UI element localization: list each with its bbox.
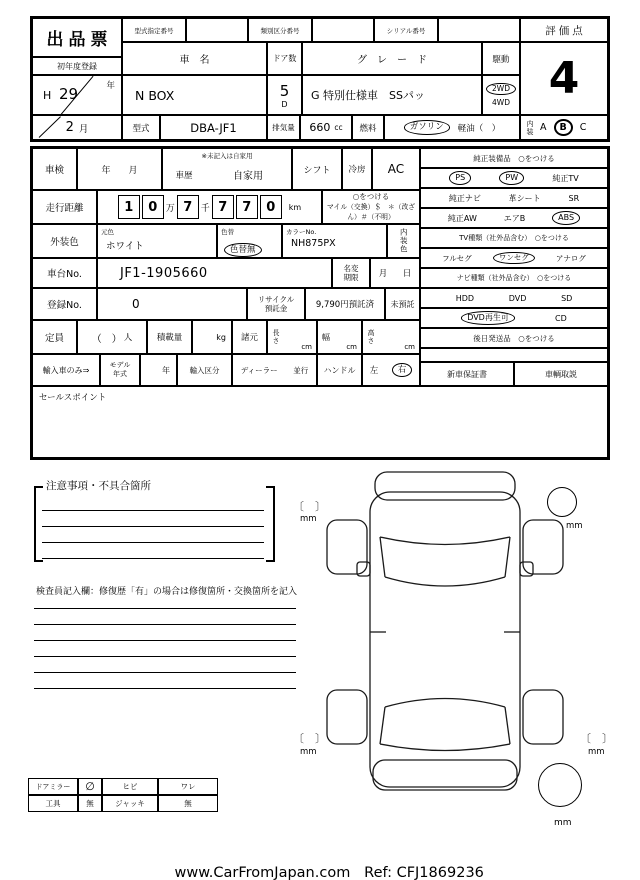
grade-text: G 特別仕様車 SSパッ [311, 89, 425, 102]
inspector-title-text: 検査員記入欄：修復歴「有」の場合は修復箇所・交換箇所を記入 [36, 587, 298, 597]
jack-label-cell [102, 795, 158, 812]
car-name-label [122, 42, 267, 75]
tv-type-title-text: TV種類（社外品含む） ○をつける [459, 234, 569, 242]
shift-label-text: シフト [303, 165, 331, 176]
recycle-label-1: リサイクル [257, 294, 295, 304]
recycle-not-deposited [385, 288, 420, 320]
equipment-row-1 [420, 168, 608, 188]
diagram-bracket-bottom-left [293, 730, 326, 746]
evaluation-label-text: 評価点 [545, 24, 586, 37]
spec-label [232, 320, 267, 354]
registration-no-label [32, 288, 97, 320]
import-type-options [232, 354, 317, 386]
doors-count: 5 [279, 81, 290, 100]
doors-unit: D [281, 99, 288, 109]
equip-airbag: エアB [503, 213, 526, 223]
fuel-gasoline-option: ガソリン [404, 120, 450, 134]
cooling-label-text: 冷房 [348, 165, 366, 175]
equipment-empty-row [420, 348, 608, 362]
later-shipping-title-text: 後日発送品 ○をつける [473, 333, 555, 343]
inspector-line [34, 624, 296, 625]
first-reg-year: 29 [59, 85, 79, 103]
base-color-value: ホワイト [106, 241, 144, 252]
vehicle-manual-text: 車輌取説 [545, 369, 577, 379]
displacement-unit: cc [334, 123, 343, 132]
mirror-break-text: ワレ [180, 782, 196, 791]
tool-label-text: 工具 [45, 799, 61, 808]
equip-leather-seat: 革シート [508, 193, 541, 203]
rear-left-wheel [327, 690, 367, 744]
inspector-line [34, 640, 296, 641]
tv-analog-option: アナログ [555, 253, 586, 263]
equip-oem-navi: 純正ナビ [448, 193, 481, 203]
media-cd-option: CD [555, 313, 567, 323]
name-change-date [370, 258, 420, 288]
front-bumper [375, 472, 515, 500]
handle-left-option: 左 [369, 366, 379, 376]
serial-label [374, 18, 438, 42]
mirror-crack-text: ヒビ [122, 782, 138, 791]
tv-type-title [420, 228, 608, 248]
equip-sunroof: SR [568, 193, 580, 203]
mileage-digit-6: 0 [260, 195, 282, 219]
first-registration-label [32, 57, 122, 75]
drive-label [482, 42, 520, 75]
mileage-digits [97, 190, 322, 224]
navi-sd-option: SD [561, 293, 573, 303]
fuel-options [384, 115, 520, 140]
cowl-line [380, 537, 510, 545]
inspector-line [34, 672, 296, 673]
width-cell [317, 320, 362, 354]
mirror-tool-table [28, 778, 220, 812]
front-right-wheel [523, 520, 563, 574]
interior-color-label: 内装色 [399, 228, 409, 254]
handle-label [317, 354, 362, 386]
front-left-wheel [327, 520, 367, 574]
notes-line [42, 542, 264, 543]
mirror-crack-cell [102, 778, 158, 795]
displacement-value [300, 115, 352, 140]
classification-value [312, 18, 374, 42]
color-no-label: カラーNo. [286, 228, 317, 236]
jack-label-text: ジャッキ [115, 799, 145, 808]
history-value: 自家用 [233, 171, 263, 182]
load-label-text: 積載量 [156, 333, 183, 343]
serial-value [438, 18, 520, 42]
name-change-label-2: 期限 [343, 273, 359, 282]
mileage-man-unit: 万 [165, 203, 175, 214]
sheet-title [32, 18, 122, 57]
interior-grade-b: B [554, 119, 573, 136]
model-code-label-text: 型式 [132, 123, 150, 134]
model-designation-value [186, 18, 248, 42]
diagram-mm-top-left [300, 514, 317, 524]
import-only-label-text: 輸入車のみ⇒ [42, 365, 90, 375]
sales-point-label: セールスポイント [39, 393, 107, 403]
navi-type-title-text: ナビ種類（社外品含む） ○をつける [456, 274, 572, 282]
doors-label-text: ドア数 [272, 54, 297, 63]
first-reg-month-unit: 月 [78, 123, 89, 135]
capacity-label [32, 320, 77, 354]
first-reg-year-unit: 年 [106, 81, 115, 91]
sheet-title-text: 出品票 [46, 30, 113, 50]
diagram-mm-top-right [566, 521, 583, 531]
drive-2wd-option: 2WD [486, 83, 516, 96]
mirror-mark-cell [78, 778, 102, 795]
mileage-digit-1: 1 [118, 195, 140, 219]
car-name-label-text: 車 名 [179, 55, 210, 66]
serial-label-text: シリアル番号 [386, 26, 426, 35]
capacity-unit: 人 [123, 333, 133, 343]
load-label [147, 320, 192, 354]
height-cell [362, 320, 420, 354]
color-no-cell [282, 224, 387, 258]
first-registration-value-cell [32, 75, 122, 115]
model-year-label-1: モデル [109, 361, 131, 370]
notes-line [42, 558, 264, 559]
displacement-label-text: 排気量 [272, 123, 295, 132]
drive-label-text: 駆動 [492, 54, 510, 65]
exterior-color-label-text: 外装色 [50, 237, 79, 248]
car-name-value [122, 75, 267, 115]
mm-text: mm [300, 747, 317, 757]
first-registration-label-text: 初年度登録 [57, 61, 97, 71]
mileage-label [32, 190, 97, 224]
import-parallel-option: 並行 [293, 365, 309, 375]
grade-label-text: グ レ ー ド [357, 55, 427, 66]
diagram-mm-bottom-left [300, 747, 317, 757]
first-reg-month: 2 [65, 120, 74, 135]
equipment-row-3 [420, 208, 608, 228]
displacement-number: 660 [309, 121, 331, 134]
height-label: 高さ [367, 329, 375, 345]
tool-label-cell [28, 795, 78, 812]
model-year-value [140, 354, 177, 386]
recycle-label-2: 預託金 [264, 304, 288, 313]
mirror-break-cell [158, 778, 218, 795]
rear-right-wheel [523, 690, 563, 744]
diagram-mm-bottom-right [588, 747, 605, 757]
inspector-line [34, 608, 296, 609]
history-label: 車歴 [175, 170, 193, 181]
mm-text: mm [588, 747, 605, 757]
spec-label-text: 諸元 [240, 333, 258, 343]
navi-hdd-option: HDD [455, 293, 475, 303]
name-change-label-1: 名変 [343, 264, 359, 273]
interior-grade-c: C [579, 122, 587, 133]
mileage-digit-3: 7 [177, 195, 199, 219]
bracket-text: 〔 〕 [293, 500, 326, 513]
repaint-cell [217, 224, 282, 258]
rear-window-line [385, 699, 505, 708]
cooling-label [342, 148, 372, 190]
equip-oem-tv: 純正TV [552, 173, 579, 183]
interior-color-cell [387, 224, 420, 258]
mm-text: mm [554, 818, 572, 828]
model-code-value [160, 115, 267, 140]
tool-none-text: 無 [86, 799, 94, 808]
diagram-bracket-top-left [293, 498, 326, 514]
diagram-circle-bottom-right [538, 763, 582, 807]
model-year-label-2: 年式 [113, 370, 127, 378]
car-name-text: N BOX [135, 87, 175, 103]
shaken-label-text: 車検 [44, 165, 64, 176]
model-year-label [100, 354, 140, 386]
diagram-circle-top-right [547, 487, 577, 517]
rear-side-left [380, 707, 385, 744]
interior-grade-label: 内装 [526, 119, 534, 136]
width-label: 幅 [322, 332, 330, 342]
navi-type-title [420, 268, 608, 288]
import-type-label [177, 354, 232, 386]
interior-grade-a: A [540, 122, 547, 133]
tv-oneseg-option: ワンセグ [493, 252, 535, 265]
history-cell [162, 148, 292, 190]
shift-label [292, 148, 342, 190]
recycle-deposited-value [305, 288, 385, 320]
notes-title [46, 478, 151, 493]
bracket-text: 〔 〕 [580, 732, 613, 745]
model-code-text: DBA-JF1 [190, 120, 237, 135]
jack-none-cell [158, 795, 218, 812]
mirror-label-cell [28, 778, 78, 795]
inspector-line [34, 688, 296, 689]
shaken-label [32, 148, 77, 190]
evaluation-label [520, 18, 608, 42]
length-unit: cm [301, 343, 312, 351]
model-year-unit: 年 [162, 365, 170, 375]
notes-bracket-right [266, 486, 275, 562]
car-body [370, 492, 520, 787]
warranty-book-text: 新車保証書 [447, 369, 487, 379]
import-type-label-text: 輸入区分 [189, 365, 220, 375]
diagonal-strike-lower [39, 116, 61, 138]
chassis-no-value [97, 258, 332, 288]
warranty-book-cell [420, 362, 514, 386]
mirror-none-mark: ∅ [85, 780, 95, 793]
windshield-side-right [505, 537, 510, 577]
rear-bumper [373, 760, 517, 790]
media-options [420, 308, 608, 328]
mileage-marks-cell [322, 190, 420, 224]
era-code: H [43, 89, 52, 102]
registration-no-label-text: 登録No. [47, 300, 82, 311]
trunk-line [380, 744, 510, 751]
shaken-units-text: 年 月 [101, 165, 138, 176]
color-no-value: NH875PX [291, 238, 336, 249]
notes-bracket-left [34, 486, 43, 562]
interior-grade-cell [520, 115, 608, 140]
recycle-deposit-label [247, 288, 305, 320]
displacement-label [267, 115, 300, 140]
fuel-label [352, 115, 384, 140]
rear-side-right [505, 707, 510, 744]
load-unit-text: kg [216, 332, 226, 342]
bracket-text: 〔 〕 [293, 732, 326, 745]
model-designation-label [122, 18, 186, 42]
drive-value [482, 75, 520, 115]
detail-block [30, 146, 610, 460]
name-change-day-unit: 日 [402, 269, 412, 279]
base-color-label: 元色 [101, 228, 114, 236]
shaken-value [77, 148, 162, 190]
tv-fullseg-option: フルセグ [442, 253, 472, 263]
equip-alloy-wheels: 純正AW [447, 213, 477, 223]
site-footer [0, 849, 640, 880]
mileage-digit-2: 0 [142, 195, 164, 219]
registration-no-value [97, 288, 247, 320]
classification-label [248, 18, 312, 42]
mileage-digit-4: 7 [212, 195, 234, 219]
evaluation-score [520, 42, 608, 115]
grade-label [302, 42, 482, 75]
model-code-label [122, 115, 160, 140]
handle-label-text: ハンドル [323, 365, 356, 375]
tv-type-options [420, 248, 608, 268]
doors-label [267, 42, 302, 75]
mileage-label-text: 走行距離 [45, 203, 84, 214]
mm-text: mm [300, 514, 317, 524]
base-color-cell [97, 224, 217, 258]
top-block [30, 16, 610, 142]
mm-text: mm [566, 521, 583, 531]
handle-options [362, 354, 420, 386]
model-designation-label-text: 型式指定番号 [134, 26, 174, 35]
equip-abs: ABS [552, 211, 580, 225]
fuel-label-text: 燃料 [359, 123, 377, 134]
length-label: 長さ [272, 329, 280, 345]
cooling-value [372, 148, 420, 190]
notes-line [42, 526, 264, 527]
equip-ps: PS [449, 171, 471, 185]
repaint-label: 色替 [221, 228, 234, 236]
fuel-diesel-option: 軽油（ ） [457, 123, 501, 134]
recycle-not-deposited-text: 未預託 [390, 299, 415, 309]
load-value [192, 320, 232, 354]
chassis-no-label-text: 車台No. [47, 269, 82, 280]
diagram-bracket-bottom-right [580, 730, 613, 746]
mileage-mark-title: ○をつける [352, 192, 390, 202]
mileage-mark-options: マイル（交換）＄ ＊（改ざん）＃（不明） [326, 203, 416, 221]
windshield-line [385, 577, 505, 586]
name-change-label [332, 258, 370, 288]
classification-label-text: 類別区分番号 [260, 26, 300, 35]
media-dvd-play-option: DVD再生可 [461, 311, 515, 325]
length-cell [267, 320, 317, 354]
navi-type-options [420, 288, 608, 308]
chassis-no-text: JF1-1905660 [120, 265, 208, 281]
mirror-label-text: ドアミラー [35, 782, 71, 791]
notes-title-text: 注意事項・不具合箇所 [46, 480, 151, 492]
windshield-side-left [380, 537, 385, 577]
import-dealer-option: ディーラー [240, 365, 278, 375]
jack-none-text: 無 [184, 799, 192, 808]
navi-dvd-option: DVD [508, 293, 527, 303]
grade-value [302, 75, 482, 115]
drive-4wd-option: 4WD [492, 98, 510, 108]
name-change-month-unit: 月 [378, 269, 388, 279]
equipment-title-text: 純正装備品 ○をつける [473, 153, 555, 163]
mileage-sen-unit: 千 [200, 203, 210, 214]
site-footer-text: www.CarFromJapan.com Ref: CFJ1869236 [174, 865, 484, 880]
tool-none-cell [78, 795, 102, 812]
import-only-label [32, 354, 100, 386]
first-reg-month-cell [32, 115, 122, 140]
inspector-line [34, 656, 296, 657]
notes-line [42, 510, 264, 511]
vehicle-manual-cell [514, 362, 608, 386]
equipment-title [420, 148, 608, 168]
mileage-unit: km [288, 202, 302, 212]
sales-point-cell [32, 386, 608, 458]
registration-no-text: 0 [132, 297, 140, 311]
recycle-deposited-text: 9,790円預託済 [315, 300, 375, 310]
height-unit: cm [404, 343, 415, 351]
doors-value [267, 75, 302, 115]
width-unit: cm [346, 343, 357, 351]
capacity-label-text: 定員 [44, 333, 64, 344]
cooling-value-text: AC [387, 162, 405, 176]
capacity-value [77, 320, 147, 354]
chassis-no-label [32, 258, 97, 288]
history-note: ※未記入は自家用 [201, 152, 253, 160]
evaluation-score-text: 4 [548, 53, 580, 104]
capacity-parens: （ ） [91, 333, 122, 345]
exterior-color-label [32, 224, 97, 258]
later-shipping-title [420, 328, 608, 348]
inspector-title [36, 584, 297, 597]
handle-right-option: 右 [392, 363, 413, 377]
mileage-digit-5: 7 [236, 195, 258, 219]
diagram-mm-circle-bottom [554, 818, 572, 828]
equip-pw: PW [499, 171, 524, 185]
repaint-value: 色替無 [224, 243, 262, 257]
equipment-row-2 [420, 188, 608, 208]
